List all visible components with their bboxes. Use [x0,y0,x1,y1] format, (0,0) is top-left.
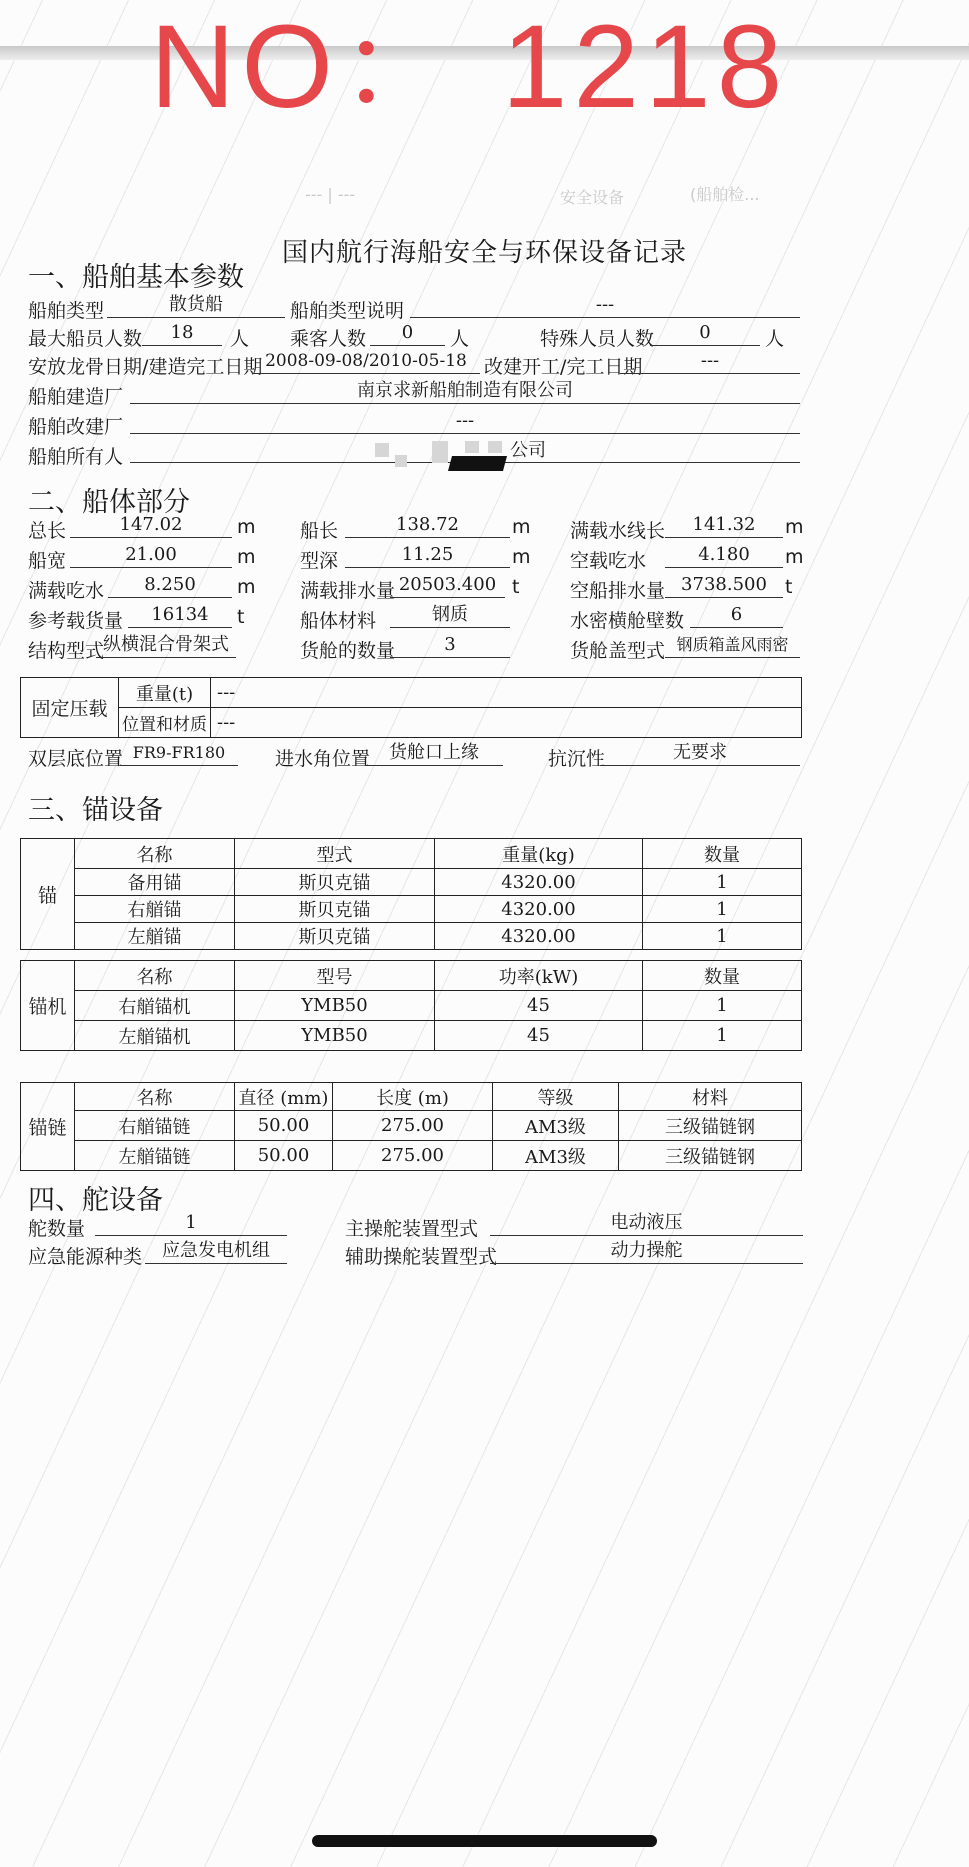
record-number-stamp: NO： 1218 [150,1,789,133]
field-label: 最大船员人数 [28,328,143,350]
table-row [21,991,802,1021]
column-header: 名称 [75,1083,235,1111]
field-unit: t [512,576,520,598]
column-header: 数量 [643,961,802,991]
redaction-mark [395,455,407,467]
faint-mark: (船舶检... [690,185,760,204]
table-cell: YMB50 [235,991,435,1021]
field-label: 进水角位置 [275,748,371,770]
redaction-mark [465,441,479,453]
table-cell: 斯贝克锚 [235,923,435,950]
table-cell: 右艏锚机 [75,991,235,1021]
windlass-table [20,960,802,1051]
field-value: 0 [650,321,760,346]
field-value: 4.180 [665,543,783,568]
table-row [21,1111,802,1141]
ballast-position-label: 位置和材质 [119,708,211,738]
field-value: 公司 [130,439,800,463]
field-value: 无要求 [600,741,800,766]
field-value: --- [130,409,800,434]
column-header: 名称 [75,839,235,869]
anchor-side-label: 锚 [21,839,75,950]
field-label: 货舱盖型式 [570,640,666,662]
field-label: 安放龙骨日期/建造完工日期 [28,356,263,378]
field-value: 货舱口上缘 [365,741,503,766]
field-value: 2008-09-08/2010-05-18 [252,349,480,374]
field-unit: m [785,516,804,538]
anchor-table [20,838,802,950]
table-cell: 三级锚链钢 [619,1141,802,1171]
table-cell: 三级锚链钢 [619,1111,802,1141]
field-label: 船舶改建厂 [28,416,124,438]
column-header: 名称 [75,961,235,991]
table-cell: 1 [643,1021,802,1051]
table-cell: AM3级 [493,1111,619,1141]
table-cell: 275.00 [333,1141,493,1171]
column-header: 材料 [619,1083,802,1111]
field-value: 141.32 [665,513,783,538]
field-label: 总长 [28,520,67,542]
field-label: 型深 [300,550,339,572]
field-value: 电动液压 [490,1211,803,1236]
table-row [21,896,802,923]
field-value: 南京求新船舶制造有限公司 [130,379,800,404]
field-value: 1 [95,1211,287,1236]
field-value: --- [620,349,800,374]
field-label: 船宽 [28,550,67,572]
table-cell: 4320.00 [435,869,643,896]
field-value: 钢质 [390,603,510,628]
ballast-position-value: --- [211,708,802,738]
field-label: 货舱的数量 [300,640,396,662]
ballast-side-label: 固定压载 [21,678,119,738]
table-cell: 1 [643,869,802,896]
field-label: 特殊人员人数 [540,328,655,350]
faint-mark: 安全设备 [560,188,625,207]
field-unit: m [237,576,256,598]
field-label: 船舶类型说明 [290,300,405,322]
field-unit: t [785,576,793,598]
field-unit: m [512,546,531,568]
redaction-mark [488,441,502,453]
field-label: 双层底位置 [28,748,124,770]
table-cell: 左艏锚链 [75,1141,235,1171]
field-label: 参考载货量 [28,610,124,632]
field-value: 散货船 [107,293,285,318]
field-unit: 人 [765,328,785,350]
column-header: 型式 [235,839,435,869]
table-cell: 斯贝克锚 [235,896,435,923]
field-unit: 人 [450,328,470,350]
redaction-mark [448,456,507,471]
field-value: 16134 [128,603,232,628]
field-value: 21.00 [70,543,232,568]
ballast-table [20,677,802,738]
field-unit: m [237,516,256,538]
table-cell: 左艏锚机 [75,1021,235,1051]
field-label: 抗沉性 [548,748,606,770]
table-row [21,869,802,896]
field-unit: m [512,516,531,538]
field-label: 辅助操舵装置型式 [345,1246,498,1268]
field-value: 147.02 [70,513,232,538]
field-label: 乘客人数 [290,328,367,350]
chain-side-label: 锚链 [21,1083,75,1171]
table-cell: 右艏锚链 [75,1111,235,1141]
page-title: 国内航行海船安全与环保设备记录 [281,238,687,268]
field-value: 纵横混合骨架式 [96,633,236,658]
column-header: 直径 (mm) [235,1083,333,1111]
column-header: 型号 [235,961,435,991]
section-heading: 四、舵设备 [28,1185,163,1216]
field-label: 空船排水量 [570,580,666,602]
table-cell: 45 [435,1021,643,1051]
table-cell: 50.00 [235,1111,333,1141]
field-value: 0 [370,321,445,346]
section-heading: 三、锚设备 [28,795,163,826]
field-value: 8.250 [108,573,232,598]
field-value: 6 [690,603,783,628]
redaction-mark [432,441,448,463]
field-label: 满载水线长 [570,520,666,542]
field-label: 主操舵装置型式 [345,1218,479,1240]
table-cell: 1 [643,991,802,1021]
field-label: 船长 [300,520,339,542]
column-header: 重量(kg) [435,839,643,869]
field-label: 空载吃水 [570,550,647,572]
field-label: 船舶所有人 [28,446,124,468]
column-header: 数量 [643,839,802,869]
ballast-weight-label: 重量(t) [119,678,211,708]
column-header: 等级 [493,1083,619,1111]
field-unit: m [237,546,256,568]
field-label: 应急能源种类 [28,1246,143,1268]
redaction-mark [375,443,389,457]
table-row [21,1141,802,1171]
field-value: 18 [142,321,222,346]
section-heading: 一、船舶基本参数 [28,262,244,293]
table-cell: 左艏锚 [75,923,235,950]
table-cell: 1 [643,923,802,950]
field-label: 满载排水量 [300,580,396,602]
table-cell: 45 [435,991,643,1021]
chain-table [20,1082,802,1171]
field-label: 结构型式 [28,640,105,662]
table-cell: 275.00 [333,1111,493,1141]
faint-mark: --- | --- [305,185,356,204]
field-value: 138.72 [345,513,510,538]
table-cell: 50.00 [235,1141,333,1171]
field-label: 船舶类型 [28,300,105,322]
field-label: 船体材料 [300,610,377,632]
table-cell: 4320.00 [435,923,643,950]
field-label: 改建开工/完工日期 [484,356,643,378]
field-unit: m [785,546,804,568]
table-cell: 4320.00 [435,896,643,923]
field-label: 船舶建造厂 [28,386,124,408]
ballast-weight-value: --- [211,678,802,708]
table-cell: 1 [643,896,802,923]
field-label: 水密横舱壁数 [570,610,685,632]
table-cell: AM3级 [493,1141,619,1171]
field-value: 3738.500 [665,573,783,598]
table-row [21,1021,802,1051]
field-value: 3 [390,633,510,658]
field-value: 应急发电机组 [145,1239,287,1264]
field-label: 满载吃水 [28,580,105,602]
field-value: 20503.400 [390,573,505,598]
field-unit: 人 [230,328,250,350]
column-header: 长度 (m) [333,1083,493,1111]
table-row [21,923,802,950]
table-cell: YMB50 [235,1021,435,1051]
field-value: 动力操舵 [490,1239,803,1264]
field-value: --- [410,293,800,318]
field-value: 11.25 [345,543,510,568]
column-header: 功率(kW) [435,961,643,991]
table-cell: 右艏锚 [75,896,235,923]
field-unit: t [237,606,245,628]
section-heading: 二、船体部分 [28,487,190,518]
windlass-side-label: 锚机 [21,961,75,1051]
field-value: FR9-FR180 [120,741,238,766]
table-cell: 斯贝克锚 [235,869,435,896]
table-cell: 备用锚 [75,869,235,896]
field-value: 钢质箱盖风雨密 [665,633,800,658]
home-indicator[interactable] [312,1835,657,1847]
field-label: 舵数量 [28,1218,86,1240]
